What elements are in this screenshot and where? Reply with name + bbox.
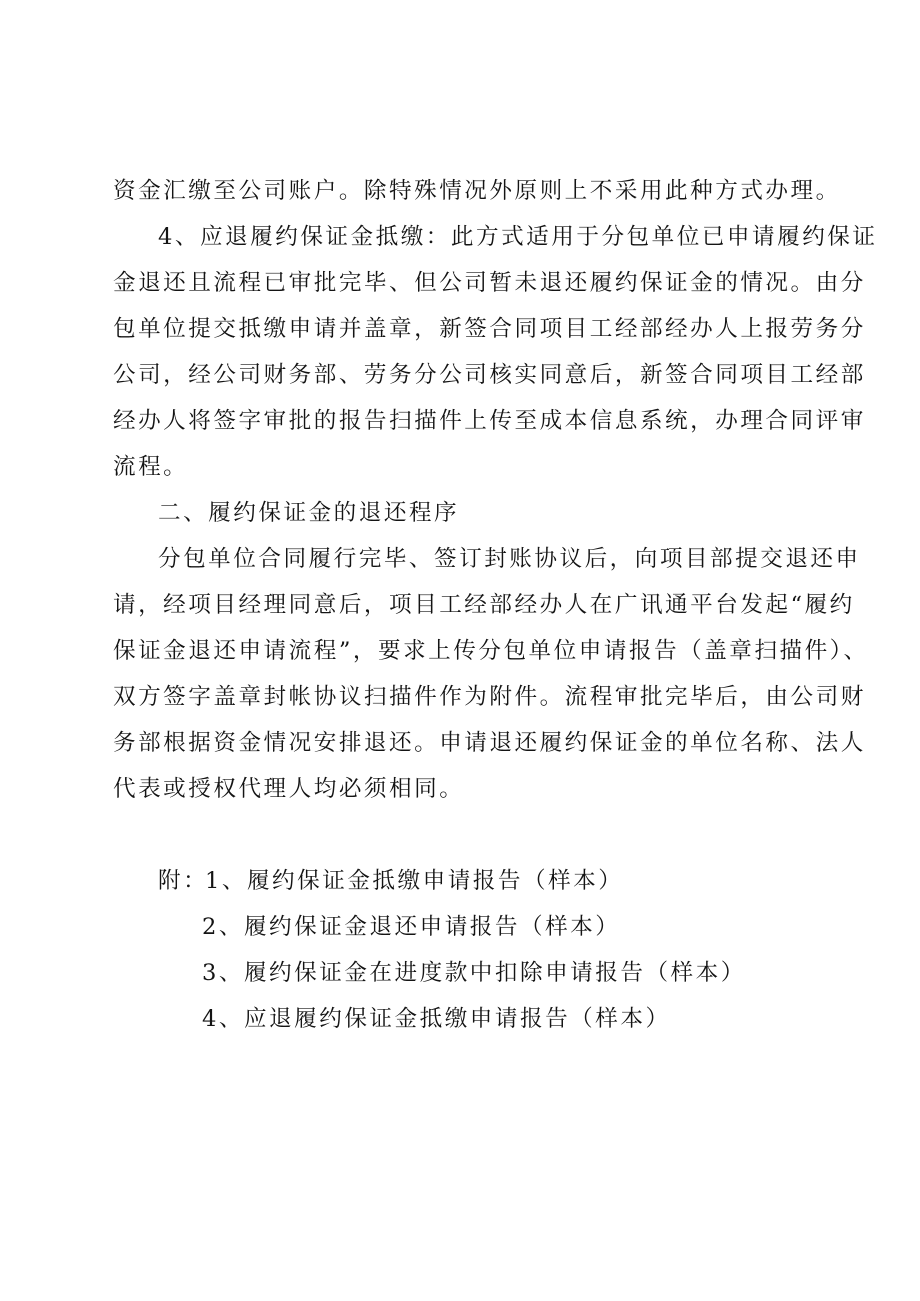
- paragraph-2-line-2: 金退还且流程已审批完毕、但公司暂未退还履约保证金的情况。由分: [113, 270, 866, 296]
- attachments-label: 附：: [158, 868, 209, 894]
- paragraph-3-line-5: 务部根据资金情况安排退还。申请退还履约保证金的单位名称、法人: [113, 730, 866, 756]
- attachment-item-2: 2、履约保证金退还申请报告（样本）: [202, 914, 621, 940]
- section-heading: 二、履约保证金的退还程序: [158, 500, 460, 526]
- paragraph-2-line-6: 流程。: [113, 454, 189, 480]
- paragraph-2-line-3: 包单位提交抵缴申请并盖章，新签合同项目工经部经办人上报劳务分: [113, 316, 866, 342]
- paragraph-3-line-6: 代表或授权代理人均必须相同。: [113, 776, 465, 802]
- paragraph-2-line-5: 经办人将签字审批的报告扫描件上传至成本信息系统，办理合同评审: [113, 408, 866, 434]
- paragraph-3-line-2: 请，经项目经理同意后，项目工经部经办人在广讯通平台发起“履约: [113, 592, 855, 618]
- paragraph-2-line-4: 公司，经公司财务部、劳务分公司核实同意后，新签合同项目工经部: [113, 362, 866, 388]
- paragraph-3-line-1: 分包单位合同履行完毕、签订封账协议后，向项目部提交退还申: [158, 546, 861, 572]
- attachment-item-3: 3、履约保证金在进度款中扣除申请报告（样本）: [202, 960, 746, 986]
- paragraph-2-line-1: 4、应退履约保证金抵缴：此方式适用于分包单位已申请履约保证: [158, 224, 878, 250]
- paragraph-3-line-4: 双方签字盖章封帐协议扫描件作为附件。流程审批完毕后，由公司财: [113, 684, 866, 710]
- attachment-item-1: 1、履约保证金抵缴申请报告（样本）: [205, 868, 624, 894]
- paragraph-3-line-3: 保证金退还申请流程”，要求上传分包单位申请报告（盖章扫描件）、: [113, 638, 869, 664]
- attachment-item-4: 4、应退履约保证金抵缴申请报告（样本）: [202, 1006, 671, 1032]
- paragraph-1-line-1: 资金汇缴至公司账户。除特殊情况外原则上不采用此种方式办理。: [113, 178, 841, 204]
